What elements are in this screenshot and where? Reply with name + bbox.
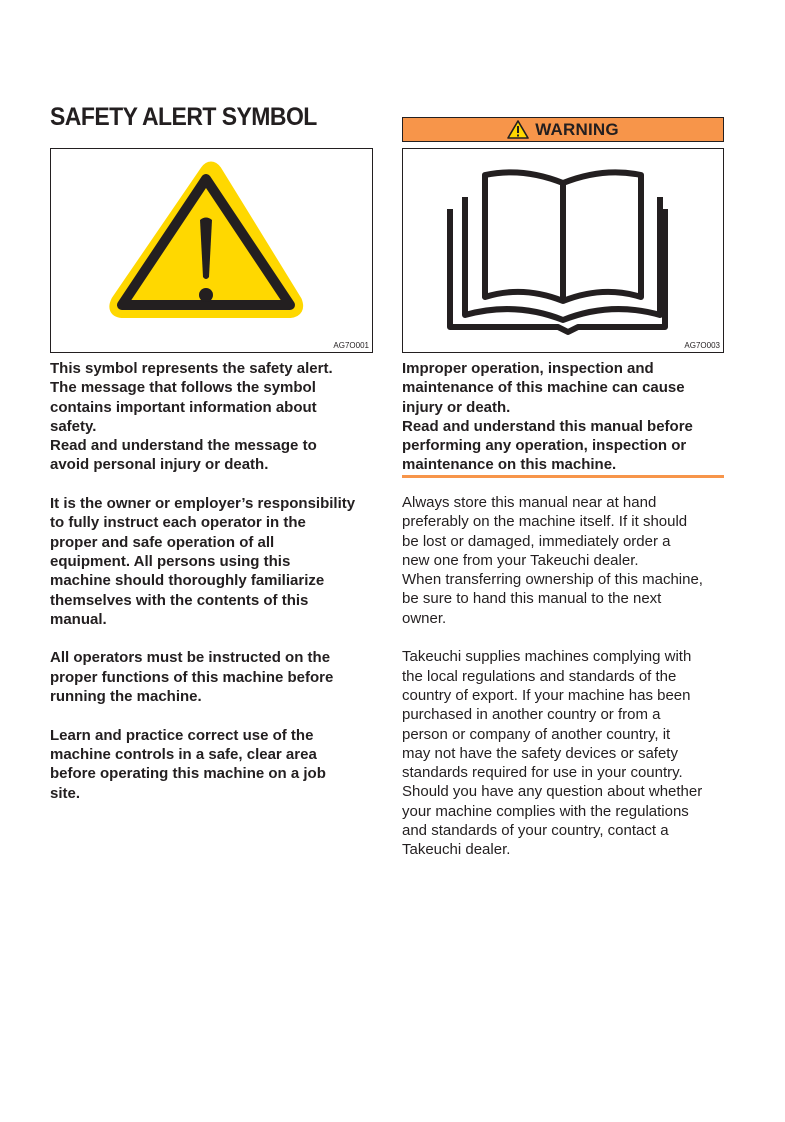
warning-banner xyxy=(402,117,724,142)
paragraph: Takeuchi supplies machines complying with the local regulations and standards of the country of export. If your machine has been purchased in another country or from a person or company of another country, it may not have the safety devices or safety standards required for use in your country. Should you have any question about whether your machine complies with the regulations and standards of your country, contact a Takeuchi dealer. xyxy=(402,648,703,859)
paragraph: Always store this manual near at hand preferably on the machine itself. If it should be lost or damaged, immediately order a new one from your Takeuchi dealer. When transferring ownership of this machine, be sure to hand this manual to the next owner. xyxy=(402,494,703,627)
paragraph: Improper operation, inspection and maintenance of this machine can cause injury or death. Read and understand this manual before performing any operation, inspection or maintenance on this machine. xyxy=(402,360,693,474)
paragraph: This symbol represents the safety alert. The message that follows the symbol contains important information about safety. Read and understand the message to avoid personal injury or death. xyxy=(50,360,333,474)
paragraph: Learn and practice correct use of the machine controls in a safe, clear area before operating this machine on a job site. xyxy=(50,726,326,802)
manual-book-figure xyxy=(402,148,724,353)
paragraph: All operators must be instructed on the proper functions of this machine before running the machine. xyxy=(50,649,334,706)
safety-alert-triangle-icon xyxy=(51,149,372,352)
safety-alert-figure xyxy=(50,148,373,353)
figure-code: AG7O003 xyxy=(684,341,720,350)
right-column xyxy=(402,493,727,879)
warning-triangle-icon xyxy=(507,120,529,139)
figure-code: AG7O001 xyxy=(333,341,369,350)
divider xyxy=(402,475,724,478)
paragraph: It is the owner or employer’s responsibility to fully instruct each operator in the proper and safe operation of all equipment. All persons using this machine should thoroughly familiarize themselves with the contents of this manual. xyxy=(50,495,356,628)
warning-message xyxy=(402,359,724,494)
open-manual-book-icon xyxy=(403,149,723,352)
left-column xyxy=(50,359,380,822)
warning-label: WARNING xyxy=(535,119,619,139)
page-title: SAFETY ALERT SYMBOL xyxy=(50,103,317,131)
